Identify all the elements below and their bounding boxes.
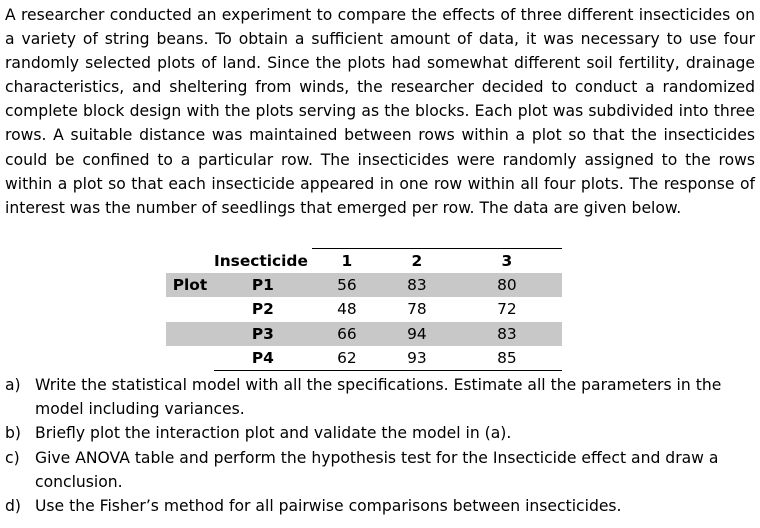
column-header-1: 1 — [312, 249, 382, 274]
seedling-data-table — [166, 248, 562, 371]
plot-group-label: Plot — [166, 273, 214, 297]
table-cell: 56 — [312, 273, 382, 297]
table-cell: 78 — [407, 300, 427, 319]
question-text: Use the Fisher’s method for all pairwise comparisons between insecticides. — [35, 497, 622, 516]
table-cell: 48 — [337, 300, 357, 319]
question-list — [5, 373, 757, 518]
table-cell: 94 — [382, 322, 452, 346]
question-marker: c) — [5, 448, 20, 467]
table-cell: 62 — [312, 346, 382, 371]
plot-label: P1 — [214, 273, 312, 297]
blank-cell — [166, 322, 214, 346]
question-item — [5, 421, 757, 445]
question-text: Give ANOVA table and perform the hypothesis test for the Insecticide effect and draw a conclusion. — [35, 448, 719, 491]
table-cell: 83 — [382, 273, 452, 297]
table-row — [166, 273, 562, 297]
blank-cell — [166, 297, 214, 321]
question-marker: a) — [5, 376, 21, 394]
column-header-3: 3 — [452, 249, 562, 274]
table-cell: 66 — [312, 322, 382, 346]
blank-cell — [166, 249, 214, 274]
table-cell: 83 — [452, 322, 562, 346]
table-cell: 80 — [452, 273, 562, 297]
plot-label: P2 — [251, 300, 274, 319]
blank-cell — [166, 346, 214, 371]
problem-statement: A researcher conducted an experiment to compare the effects of three different insecticides on a variety of string beans. To obtain a sufficient amount of data, it was necessary to use four randomly selected plots of land. Since the plots had somewhat different soil fertility, drainage characteristics, and sheltering from winds, the researcher decided to conduct a randomized complete block design with the plots serving as the blocks. Each plot was subdivided into three rows. A suitable distance was maintained between rows within a plot so that the insecticides could be confined to a particular row. The insecticides were randomly assigned to the rows within a plot so that each insecticide appeared in one row within all four plots. The response of interest was the number of seedlings that emerged per row. The data are given below. — [5, 6, 755, 217]
table-row — [166, 322, 562, 346]
column-header-2: 2 — [382, 249, 452, 274]
question-marker: d) — [5, 497, 21, 516]
table-cell: 72 — [497, 300, 517, 319]
table-cell: 93 — [382, 346, 452, 371]
question-item — [5, 373, 757, 421]
question-marker: b) — [5, 424, 21, 443]
insecticide-header: Insecticide — [214, 251, 308, 270]
question-text: Write the statistical model with all the specifications. Estimate all the parameters in the model including variances. — [35, 376, 722, 419]
table-row — [166, 346, 562, 371]
plot-label: P3 — [214, 322, 312, 346]
plot-label: P4 — [214, 346, 312, 371]
question-item — [5, 494, 757, 518]
question-text: Briefly plot the interaction plot and validate the model in (a). — [35, 424, 512, 443]
table-cell: 85 — [452, 346, 562, 371]
question-item — [5, 446, 757, 494]
table-row — [166, 297, 562, 321]
table-header-row — [166, 249, 562, 274]
